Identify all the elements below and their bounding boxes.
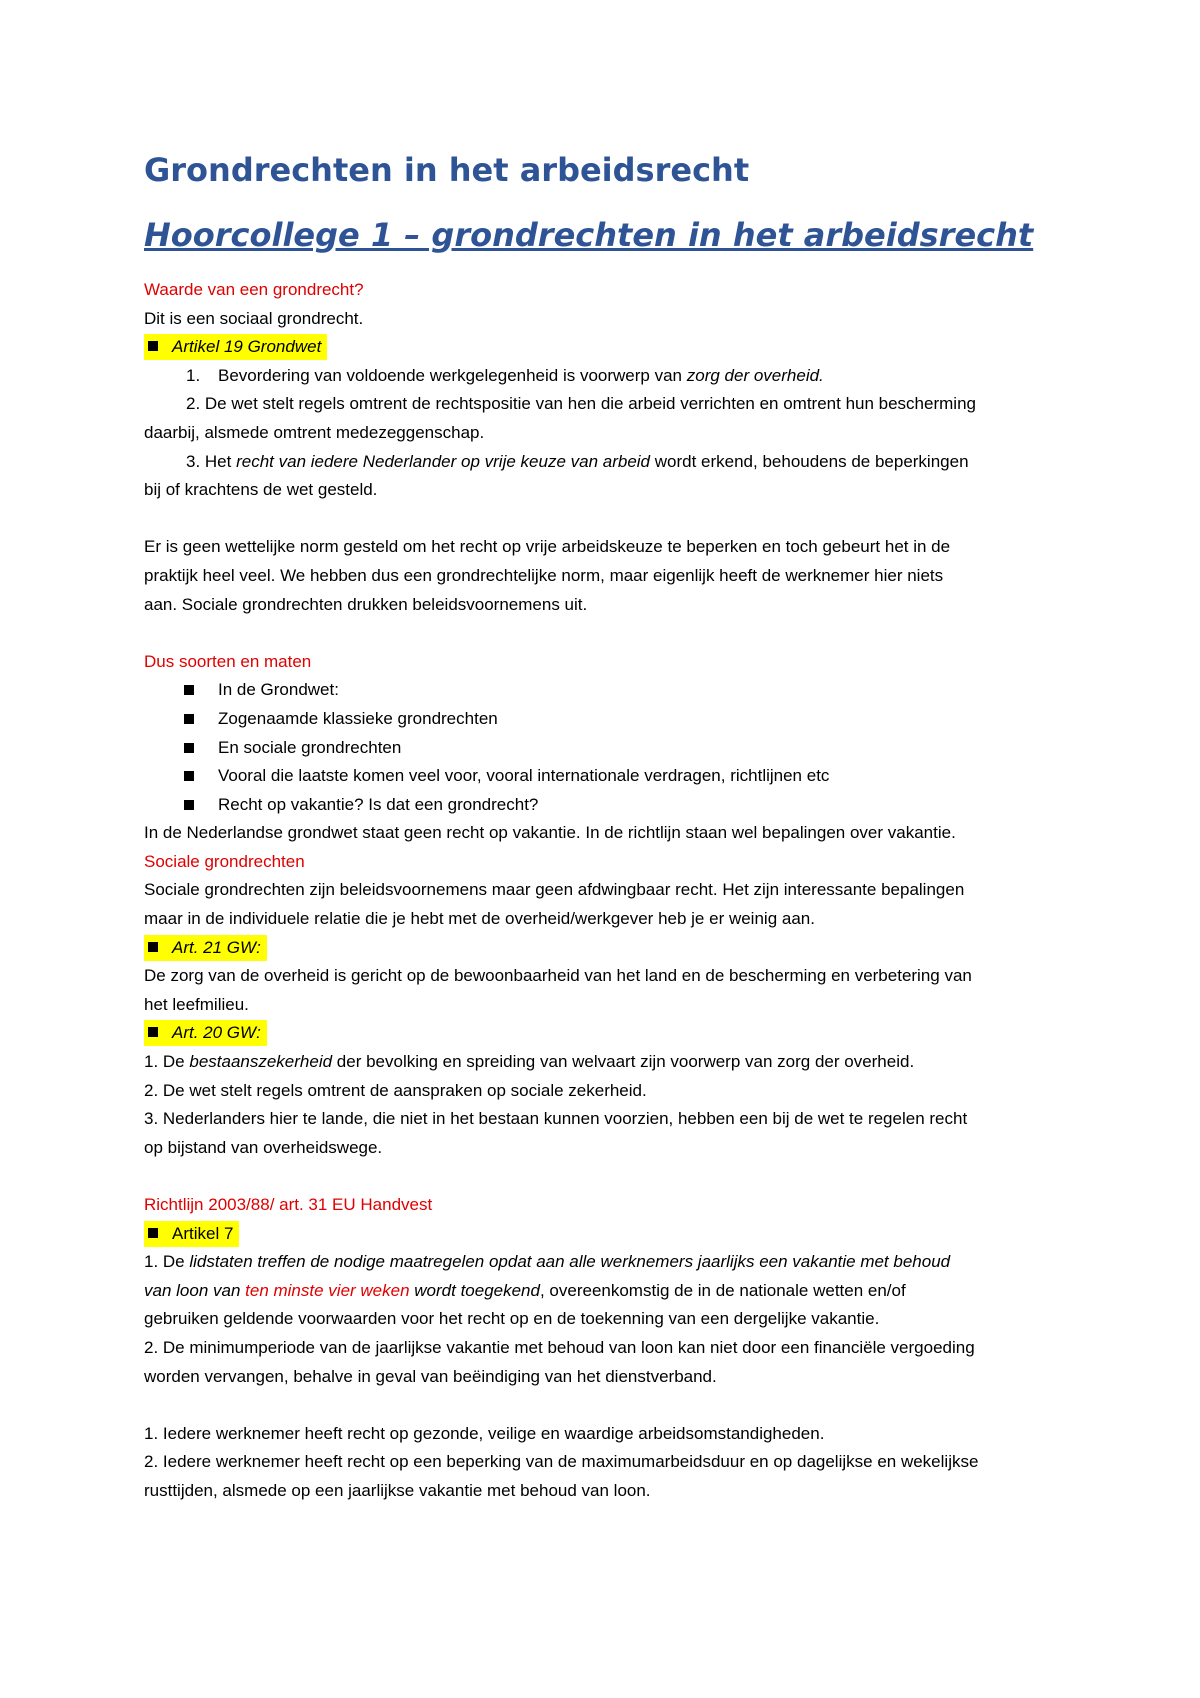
- highlighted-bullet-art20: Art. 20 GW:: [144, 1019, 1064, 1048]
- paragraph-line: De zorg van de overheid is gericht op de bewoonbaarheid van het land en de bescherming en verbetering van: [144, 966, 972, 986]
- square-bullet-icon: [148, 341, 158, 351]
- square-bullet-icon: [184, 771, 194, 781]
- numbered-item-3: 3. Het recht van iedere Nederlander op vrije keuze van arbeid wordt erkend, behoudens de beperkingen: [186, 451, 969, 471]
- section-heading-waarde: Waarde van een grondrecht?: [144, 280, 364, 299]
- square-bullet-icon: [184, 714, 194, 724]
- paragraph-line: praktijk heel veel. We hebben dus een grondrechtelijke norm, maar eigenlijk heeft de werknemer hier niets: [144, 565, 944, 585]
- square-bullet-icon: [148, 1027, 158, 1037]
- paragraph-line: op bijstand van overheidswege.: [144, 1137, 383, 1157]
- square-bullet-icon: [148, 942, 158, 952]
- paragraph-line: 2. Iedere werknemer heeft recht op een beperking van de maximumarbeidsduur en op dagelijkse en wekelijkse: [144, 1452, 979, 1472]
- paragraph-line: Sociale grondrechten zijn beleidsvoornemens maar geen afdwingbaar recht. Het zijn interessante bepalingen: [144, 880, 965, 900]
- square-bullet-icon: [184, 800, 194, 810]
- numbered-item-1: 1. Bevordering van voldoende werkgelegenheid is voorwerp van zorg der overheid.: [186, 365, 824, 385]
- paragraph-line: van loon van ten minste vier weken wordt toegekend, overeenkomstig de in de nationale wetten en/of: [144, 1280, 906, 1300]
- bullet-item: Recht op vakantie? Is dat een grondrecht?: [144, 791, 1064, 820]
- square-bullet-icon: [148, 1228, 158, 1238]
- paragraph-line: 1. De bestaanszekerheid der bevolking en spreiding van welvaart zijn voorwerp van zorg der overheid.: [144, 1052, 915, 1072]
- paragraph-line: rusttijden, alsmede op een jaarlijkse vakantie met behoud van loon.: [144, 1480, 651, 1500]
- paragraph-line: gebruiken geldende voorwaarden voor het recht op en de toekenning van een dergelijke vakantie.: [144, 1309, 880, 1329]
- paragraph-line: In de Nederlandse grondwet staat geen recht op vakantie. In de richtlijn staan wel bepalingen over vakantie.: [144, 823, 956, 843]
- paragraph-line: 3. Nederlanders hier te lande, die niet in het bestaan kunnen voorzien, hebben een bij de wet te regelen recht: [144, 1109, 968, 1129]
- document-subtitle: Hoorcollege 1 – grondrechten in het arbeidsrecht: [144, 216, 1034, 254]
- paragraph-line: worden vervangen, behalve in geval van beëindiging van het dienstverband.: [144, 1366, 717, 1386]
- document-page: [144, 150, 1064, 1506]
- paragraph-line: het leefmilieu.: [144, 994, 249, 1014]
- paragraph-line: aan. Sociale grondrechten drukken beleidsvoornemens uit.: [144, 594, 588, 614]
- section-heading-richtlijn: Richtlijn 2003/88/ art. 31 EU Handvest: [144, 1195, 433, 1214]
- intro-text: Dit is een sociaal grondrecht.: [144, 308, 364, 328]
- highlighted-bullet-art19: Artikel 19 Grondwet: [144, 333, 1064, 362]
- paragraph-line: 1. De lidstaten treffen de nodige maatregelen opdat aan alle werknemers jaarlijks een vakantie met behoud: [144, 1252, 951, 1272]
- bullet-item: En sociale grondrechten: [144, 734, 1064, 763]
- numbered-item-2: 2. De wet stelt regels omtrent de rechtspositie van hen die arbeid verrichten en omtrent hun bescherming: [186, 394, 976, 414]
- bullet-item: In de Grondwet:: [144, 676, 1064, 705]
- numbered-item-3-cont: bij of krachtens de wet gesteld.: [144, 480, 378, 500]
- square-bullet-icon: [184, 685, 194, 695]
- paragraph-line: 2. De minimumperiode van de jaarlijkse vakantie met behoud van loon kan niet door een financiële vergoeding: [144, 1337, 975, 1357]
- square-bullet-icon: [184, 743, 194, 753]
- bullet-item: Vooral die laatste komen veel voor, vooral internationale verdragen, richtlijnen etc: [144, 762, 1064, 791]
- numbered-item-2-cont: daarbij, alsmede omtrent medezeggenschap.: [144, 422, 485, 442]
- paragraph-line: 2. De wet stelt regels omtrent de aanspraken op sociale zekerheid.: [144, 1080, 647, 1100]
- bullet-item: Zogenaamde klassieke grondrechten: [144, 705, 1064, 734]
- document-title: Grondrechten in het arbeidsrecht: [144, 151, 750, 189]
- highlighted-bullet-art7: Artikel 7: [144, 1220, 1064, 1249]
- section-heading-soorten: Dus soorten en maten: [144, 651, 312, 671]
- highlighted-bullet-art21: Art. 21 GW:: [144, 934, 1064, 963]
- paragraph-line: 1. Iedere werknemer heeft recht op gezonde, veilige en waardige arbeidsomstandigheden.: [144, 1423, 825, 1443]
- paragraph-line: Er is geen wettelijke norm gesteld om het recht op vrije arbeidskeuze te beperken en toch gebeurt het in de: [144, 537, 951, 557]
- paragraph-line: maar in de individuele relatie die je hebt met de overheid/werkgever heb je er weinig aan.: [144, 909, 815, 929]
- section-heading-sociale: Sociale grondrechten: [144, 851, 305, 871]
